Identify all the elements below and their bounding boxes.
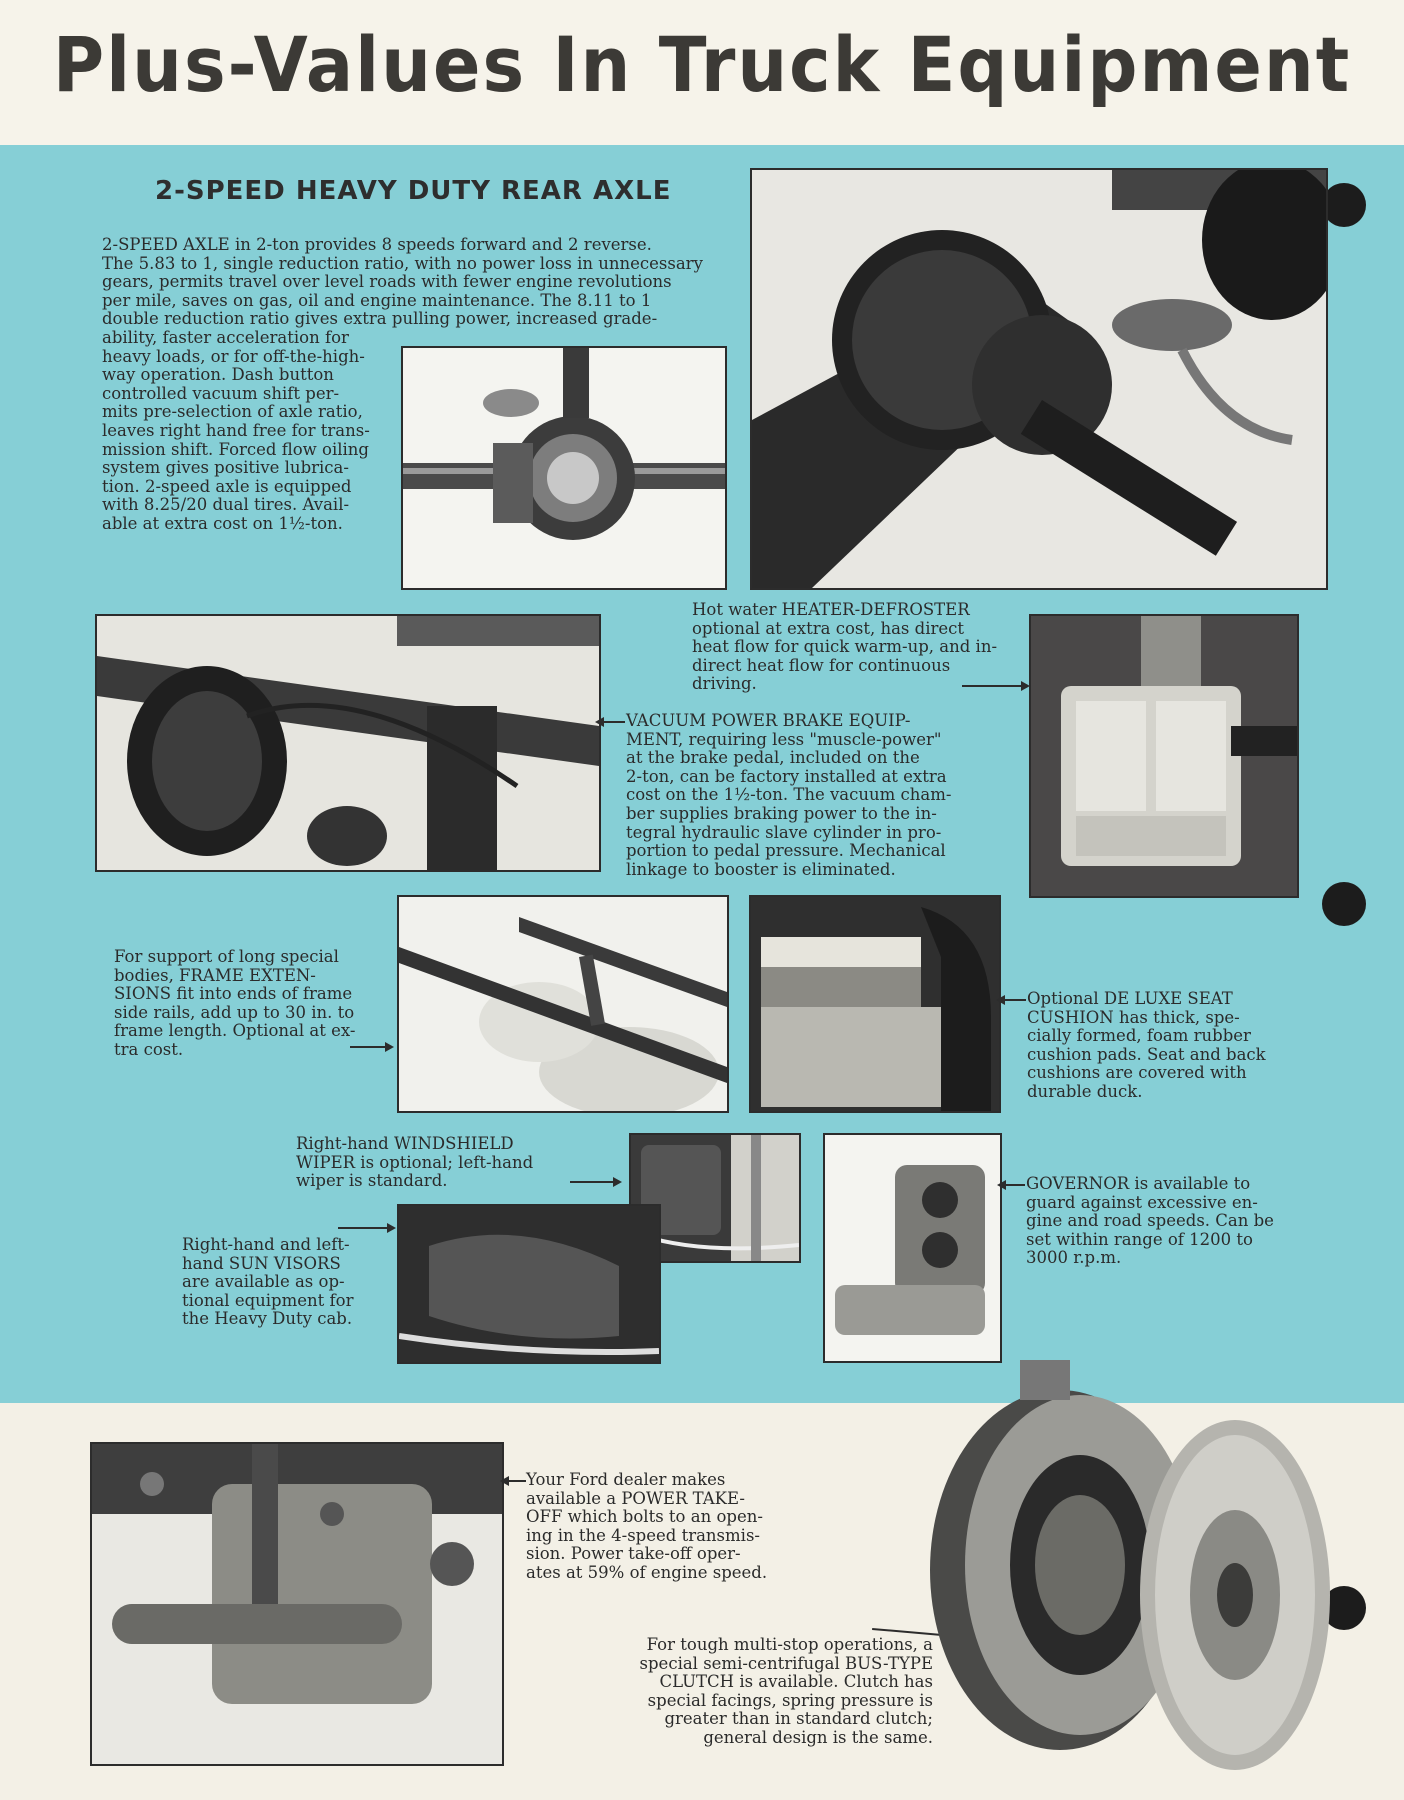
text-line: VACUUM POWER BRAKE EQUIP- bbox=[626, 711, 911, 730]
text-line: special semi-centrifugal BUS-TYPE bbox=[639, 1653, 933, 1673]
text-line: at the brake pedal, included on the bbox=[626, 748, 920, 768]
text-line: system gives positive lubrica- bbox=[102, 458, 349, 478]
text-line: heat flow for quick warm-up, and in- bbox=[692, 637, 998, 657]
text-line: per mile, saves on gas, oil and engine maintenance. The 8.11 to 1 bbox=[102, 290, 652, 310]
seat-text bbox=[1027, 990, 1290, 1102]
text-line: hand SUN VISORS bbox=[182, 1253, 341, 1273]
text-line: For support of long special bbox=[114, 947, 339, 966]
axle-heading: 2-SPEED HEAVY DUTY REAR AXLE bbox=[155, 176, 672, 206]
text-line: side rails, add up to 30 in. to bbox=[114, 1002, 355, 1022]
frame-extensions-photo bbox=[397, 895, 729, 1113]
text-line: cushion pads. Seat and back bbox=[1027, 1044, 1266, 1064]
text-line: tra cost. bbox=[114, 1039, 184, 1059]
heater-defroster-photo bbox=[1029, 614, 1299, 898]
text-line: with 8.25/20 dual tires. Avail- bbox=[102, 495, 350, 515]
text-line: portion to pedal pressure. Mechanical bbox=[626, 841, 946, 861]
text-line: optional at extra cost, has direct bbox=[692, 618, 965, 638]
text-line: ber supplies braking power to the in- bbox=[626, 803, 937, 823]
axle-text-top bbox=[102, 236, 736, 329]
text-line: ates at 59% of engine speed. bbox=[526, 1562, 768, 1582]
text-line: SIONS fit into ends of frame bbox=[114, 984, 353, 1004]
visor-pointer-arrow bbox=[338, 1227, 388, 1229]
text-line: For tough multi-stop operations, a bbox=[646, 1635, 933, 1654]
text-line: linkage to booster is eliminated. bbox=[626, 859, 896, 879]
text-line: MENT, requiring less "muscle-power" bbox=[626, 729, 942, 749]
text-line: mits pre-selection of axle ratio, bbox=[102, 402, 363, 422]
text-line: guard against excessive en- bbox=[1026, 1192, 1258, 1212]
brake-text bbox=[626, 712, 968, 879]
text-line: OFF which bolts to an open- bbox=[526, 1507, 763, 1527]
power-take-off-photo bbox=[90, 1442, 504, 1766]
page-title: Plus-Values In Truck Equipment bbox=[52, 20, 1352, 110]
text-line: available a POWER TAKE- bbox=[526, 1488, 745, 1508]
governor-pointer-arrow bbox=[1005, 1184, 1025, 1186]
text-line: greater than in standard clutch; bbox=[664, 1709, 933, 1729]
text-line: durable duck. bbox=[1027, 1081, 1143, 1101]
text-line: ing in the 4-speed transmis- bbox=[526, 1525, 760, 1545]
page-header bbox=[0, 0, 1404, 145]
text-line: gine and road speeds. Can be bbox=[1026, 1211, 1274, 1231]
text-line: cially formed, foam rubber bbox=[1027, 1026, 1251, 1046]
text-line: driving. bbox=[692, 674, 757, 694]
heater-text bbox=[692, 601, 1008, 694]
text-line: Right-hand WINDSHIELD bbox=[296, 1134, 514, 1153]
text-line: 2-SPEED AXLE in 2-ton provides 8 speeds forward and 2 reverse. bbox=[102, 235, 652, 254]
binder-hole-middle bbox=[1322, 882, 1366, 926]
text-line: sion. Power take-off oper- bbox=[526, 1544, 741, 1564]
text-line: bodies, FRAME EXTEN- bbox=[114, 965, 316, 985]
text-line: controlled vacuum shift per- bbox=[102, 383, 340, 403]
text-line: leaves right hand free for trans- bbox=[102, 420, 370, 440]
text-line: special facings, spring pressure is bbox=[647, 1690, 933, 1710]
text-line: way operation. Dash button bbox=[102, 365, 334, 385]
governor-photo bbox=[823, 1133, 1002, 1363]
wiper-text bbox=[296, 1135, 596, 1191]
heater-pointer-arrow bbox=[962, 685, 1022, 687]
clutch-text bbox=[611, 1636, 933, 1748]
brake-pointer-arrow bbox=[603, 721, 625, 723]
seat-cushion-photo bbox=[749, 895, 1001, 1113]
text-line: wiper is standard. bbox=[296, 1171, 448, 1191]
text-line: 3000 r.p.m. bbox=[1026, 1248, 1122, 1268]
text-line: gears, permits travel over level roads with fewer engine revolutions bbox=[102, 272, 672, 292]
governor-text bbox=[1026, 1175, 1288, 1268]
text-line: WIPER is optional; left-hand bbox=[296, 1152, 534, 1172]
text-line: tional equipment for bbox=[182, 1290, 354, 1310]
text-line: general design is the same. bbox=[703, 1727, 933, 1747]
wiper-pointer-arrow bbox=[570, 1181, 614, 1183]
axle-cutaway-photo bbox=[401, 346, 727, 590]
axle-underside-photo bbox=[750, 168, 1328, 590]
text-line: tegral hydraulic slave cylinder in pro- bbox=[626, 822, 942, 842]
visors-text bbox=[182, 1236, 374, 1329]
text-line: set within range of 1200 to bbox=[1026, 1229, 1253, 1249]
text-line: heavy loads, or for off-the-high- bbox=[102, 346, 365, 366]
text-line: Optional DE LUXE SEAT bbox=[1027, 989, 1233, 1008]
text-line: frame length. Optional at ex- bbox=[114, 1021, 356, 1041]
text-line: mission shift. Forced flow oiling bbox=[102, 439, 369, 459]
vacuum-brake-photo bbox=[95, 614, 601, 872]
sun-visor-photo bbox=[397, 1204, 661, 1364]
bus-clutch-photo bbox=[930, 1355, 1330, 1775]
seat-pointer-arrow bbox=[1004, 999, 1026, 1001]
pto-text bbox=[526, 1471, 788, 1583]
text-line: 2-ton, can be factory installed at extra bbox=[626, 766, 947, 786]
text-line: the Heavy Duty cab. bbox=[182, 1309, 353, 1329]
text-line: double reduction ratio gives extra pulling power, increased grade- bbox=[102, 309, 658, 329]
text-line: are available as op- bbox=[182, 1272, 345, 1292]
frame-pointer-arrow bbox=[350, 1046, 386, 1048]
text-line: Hot water HEATER-DEFROSTER bbox=[692, 600, 970, 619]
text-line: cushions are covered with bbox=[1027, 1063, 1247, 1083]
text-line: GOVERNOR is available to bbox=[1026, 1174, 1251, 1193]
text-line: tion. 2-speed axle is equipped bbox=[102, 476, 352, 496]
text-line: CLUTCH is available. Clutch has bbox=[659, 1672, 933, 1692]
pto-pointer-arrow bbox=[508, 1480, 526, 1482]
text-line: Right-hand and left- bbox=[182, 1235, 350, 1254]
binder-hole-top bbox=[1322, 183, 1366, 227]
text-line: ability, faster acceleration for bbox=[102, 328, 349, 347]
text-line: CUSHION has thick, spe- bbox=[1027, 1007, 1240, 1027]
text-line: Your Ford dealer makes bbox=[526, 1470, 726, 1489]
frame-text bbox=[114, 948, 376, 1060]
text-line: able at extra cost on 1½-ton. bbox=[102, 513, 343, 533]
text-line: direct heat flow for continuous bbox=[692, 655, 951, 675]
text-line: The 5.83 to 1, single reduction ratio, with no power loss in unnecessary bbox=[102, 253, 703, 273]
text-line: cost on the 1½-ton. The vacuum cham- bbox=[626, 785, 952, 805]
axle-text-side bbox=[102, 329, 376, 534]
